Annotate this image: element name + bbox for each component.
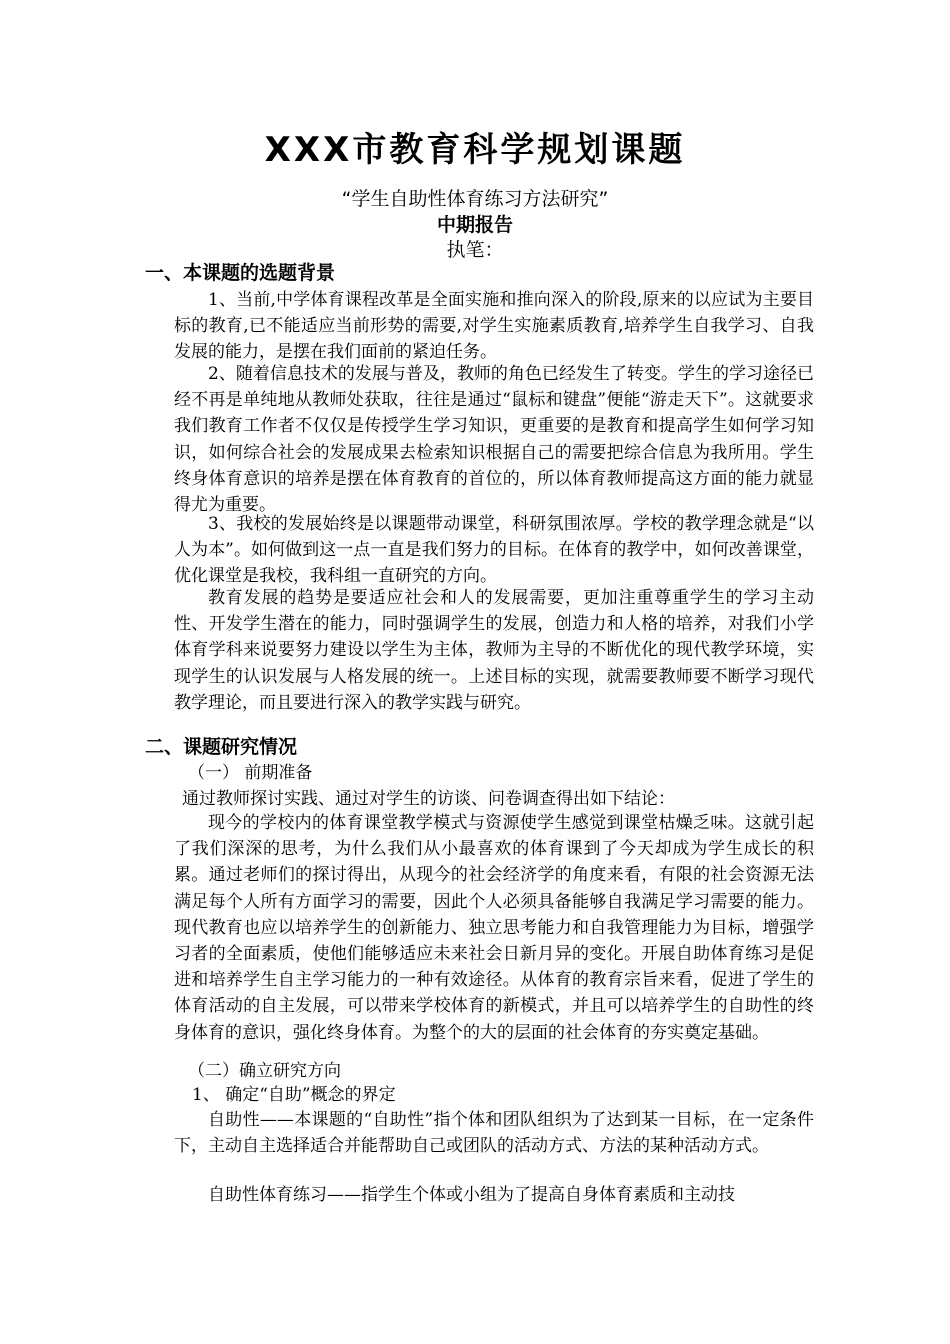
definition-self-help-exercise: 自助性体育练习——指学生个体或小组为了提高自身体育素质和主动技	[208, 1185, 735, 1205]
section1-heading: 一、本课题的选题背景	[145, 262, 336, 284]
document-subtitle: “学生自助性体育练习方法研究”	[341, 188, 609, 210]
report-type: 中期报告	[436, 214, 513, 236]
section2-heading: 二、课题研究情况	[145, 736, 298, 758]
part1-label: （一） 前期准备	[188, 763, 313, 783]
section1-paragraph-3: 3、我校的发展始终是以课题带动课堂，科研氛围浓厚。学校的教学理念就是“以人为本”。如何做到这一点一直是我们努力的目标。在体育的教学中，如何改善课堂，优化课堂是我校，我科组一直研究的方向。	[174, 514, 814, 587]
part1-intro: 通过教师探讨实践、通过对学生的访谈、问卷调查得出如下结论：	[182, 789, 675, 809]
definition-self-help: 自助性——本课题的“自助性”指个体和团队组织为了达到某一目标，在一定条件下，主动自主选择适合并能帮助自己或团队的活动方式、方法的某种活动方式。	[174, 1110, 814, 1157]
section1-paragraph-4: 教育发展的趋势是要适应社会和人的发展需要，更加注重尊重学生的学习主动性、开发学生潜在的能力，同时强调学生的发展，创造力和人格的培养，对我们小学体育学科来说要努力建设以学生为主体，教师为主导的不断优化的现代教学环境，实现学生的认识发展与人格发展的统一。上述目标的实现，就需要教师要不断学习现代教学理论，而且要进行深入的教学实践与研究。	[174, 588, 814, 713]
part1-body: 现今的学校内的体育课堂教学模式与资源使学生感觉到课堂枯燥乏味。这就引起了我们深深的思考，为什么我们从小最喜欢的体育课到了今天却成为学生成长的积累。通过老师们的探讨得出，从现今的社会经济学的角度来看，有限的社会资源无法满足每个人所有方面学习的需要，因此个人必须具备能够自我满足学习需要的能力。现代教育也应以培养学生的创新能力、独立思考能力和自我管理能力为目标，增强学习者的全面素质，使他们能够适应未来社会日新月异的变化。开展自助体育练习是促进和培养学生自主学习能力的一种有效途径。从体育的教育宗旨来看，促进了学生的体育活动的自主发展，可以带来学校体育的新模式，并且可以培养学生的自助性的终身体育的意识，强化终身体育。为整个的大的层面的社会体育的夯实奠定基础。	[174, 813, 814, 1043]
author-label: 执笔：	[446, 239, 504, 261]
item1-label: 1、 确定“自助”概念的界定	[192, 1085, 396, 1105]
section1-paragraph-2: 2、随着信息技术的发展与普及，教师的角色已经发生了转变。学生的学习途径已经不再是单纯地从教师处获取，往往是通过“鼠标和键盘”便能“游走天下”。这就要求我们教育工作者不仅仅是传授学生学习知识，更重要的是教育和提高学生如何学习知识，如何综合社会的发展成果去检索知识根据自己的需要把综合信息为我所用。学生终身体育意识的培养是摆在体育教育的首位的，所以体育教师提高这方面的能力就显得尤为重要。	[174, 364, 814, 516]
document-title: XXX市教育科学规划课题	[264, 130, 686, 170]
section1-paragraph-1: 1、当前,中学体育课程改革是全面实施和推向深入的阶段,原来的以应试为主要目标的教育,已不能适应当前形势的需要,对学生实施素质教育,培养学生自我学习、自我发展的能力，是摆在我们面前的紧迫任务。	[174, 290, 814, 363]
part2-label: （二）确立研究方向	[188, 1061, 341, 1081]
